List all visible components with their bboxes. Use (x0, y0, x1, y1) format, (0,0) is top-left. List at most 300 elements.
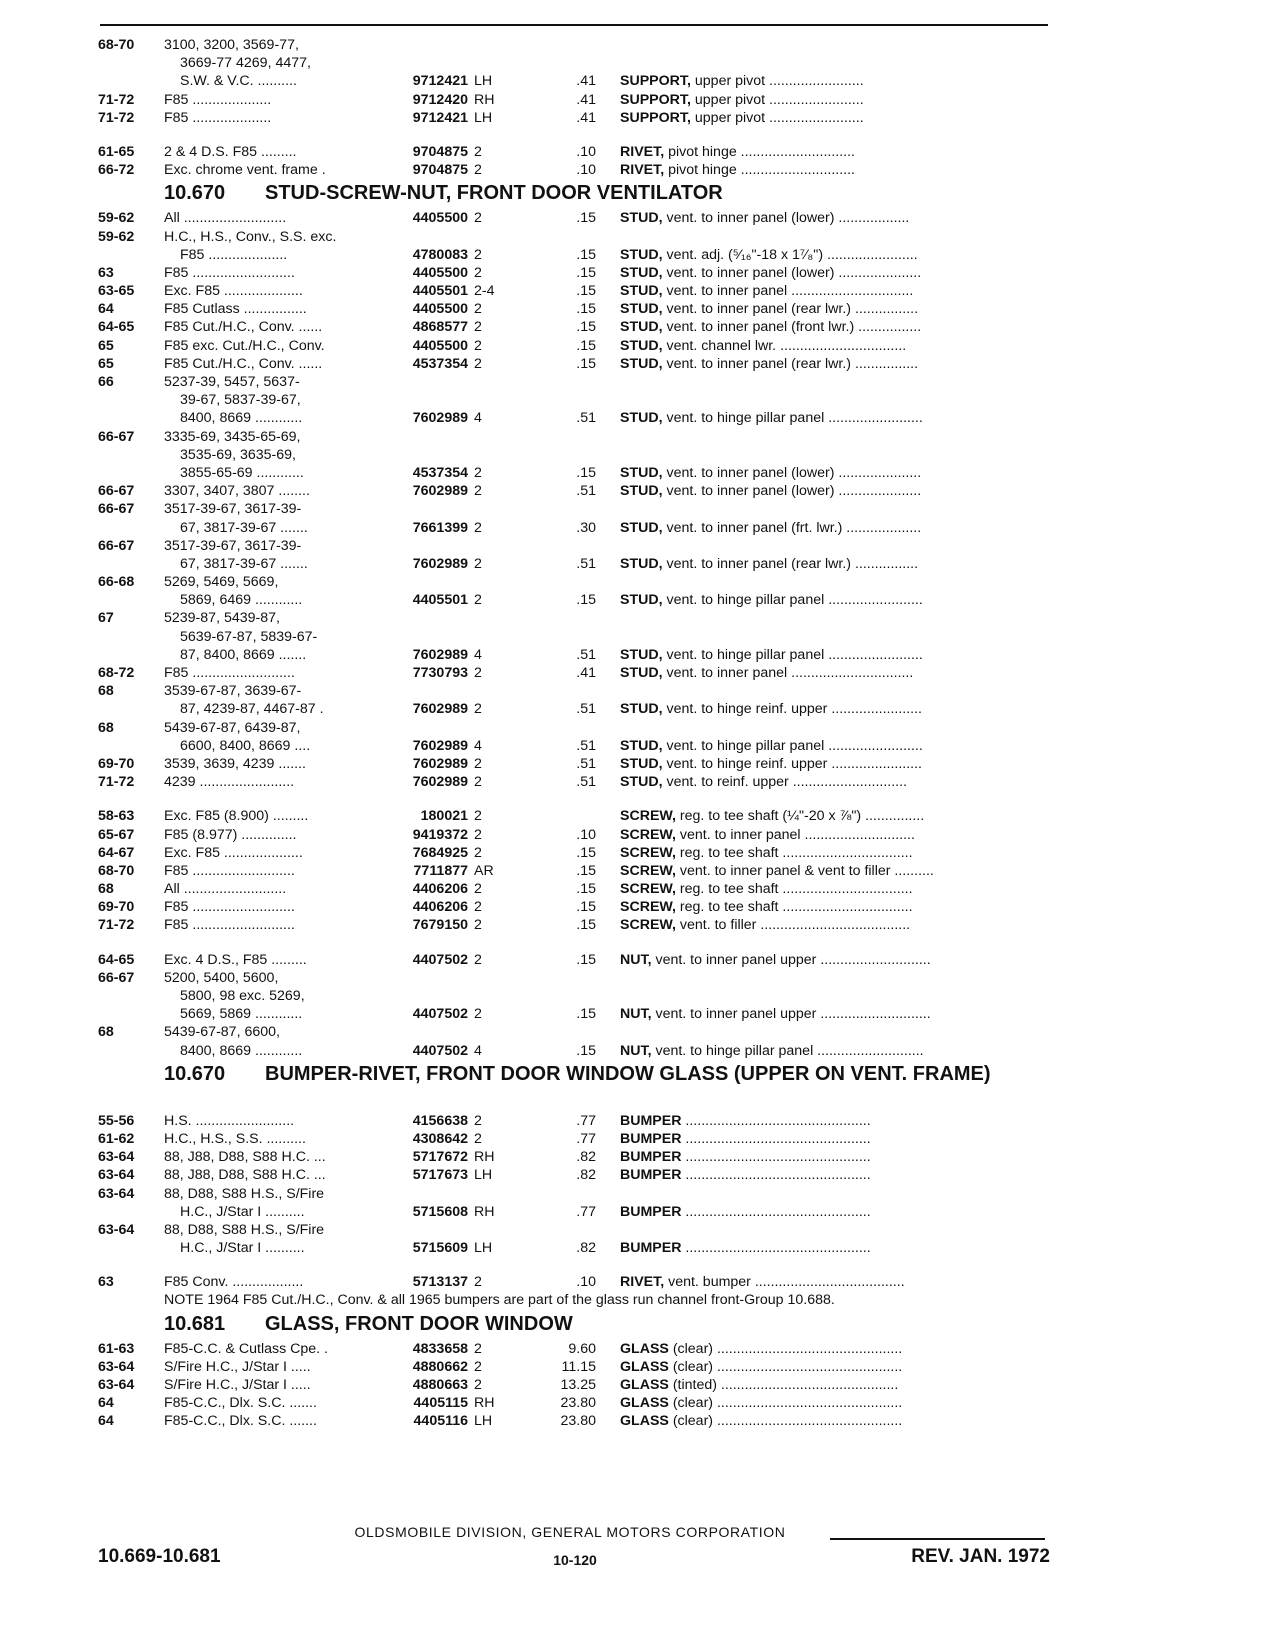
parts-row (0, 1112, 1272, 1130)
parts-row (0, 807, 1272, 825)
part-name: BUMPER (620, 1149, 682, 1166)
part-description (620, 1412, 1052, 1430)
parts-row (0, 464, 1272, 482)
parts-row (0, 555, 1272, 573)
part-name: STUD, (620, 701, 663, 718)
part-number: 4405501 (412, 592, 468, 609)
list-price: .15 (576, 592, 596, 609)
quantity: 2 (474, 1340, 482, 1357)
parts-row (0, 1130, 1272, 1148)
model-year: 61-62 (98, 1130, 135, 1147)
part-detail: reg. to tee shaft ................................. (675, 881, 913, 898)
part-description (620, 755, 1052, 773)
model-application: 39-67, 5837-39-67, (180, 392, 301, 409)
quantity: 2 (474, 899, 482, 916)
quantity: 2 (474, 844, 482, 861)
list-price: .51 (576, 483, 596, 500)
part-description (620, 555, 1052, 573)
parts-row (0, 428, 1272, 446)
part-name: SUPPORT, (620, 91, 691, 108)
part-description (620, 91, 1052, 109)
quantity: 2 (474, 917, 482, 934)
part-description (620, 264, 1052, 282)
section-title: STUD-SCREW-NUT, FRONT DOOR VENTILATOR (265, 182, 723, 205)
model-application: 5269, 5469, 5669, (164, 574, 279, 591)
revision-date: REV. JAN. 1972 (911, 1546, 1050, 1567)
parts-row (0, 161, 1272, 179)
list-price: .51 (576, 701, 596, 718)
parts-row (0, 987, 1272, 1005)
model-application: 87, 4239-87, 4467-87 . (180, 701, 324, 718)
list-price: .15 (576, 301, 596, 318)
model-application: F85 exc. Cut./H.C., Conv. (164, 337, 325, 354)
parts-row (0, 337, 1272, 355)
model-year: 66-72 (98, 162, 135, 179)
list-price: .15 (576, 951, 596, 968)
parts-row (0, 844, 1272, 862)
part-number: 4405500 (412, 337, 468, 354)
part-name: STUD, (620, 483, 663, 500)
part-detail: vent. to hinge pillar panel ........................ (662, 410, 923, 427)
model-year: 66-68 (98, 574, 135, 591)
section-number: 10.670 (164, 1062, 226, 1085)
part-description (620, 282, 1052, 300)
quantity: 2 (474, 319, 482, 336)
model-application: F85 .................... (164, 109, 272, 126)
quantity: 2 (474, 755, 482, 772)
list-price: .10 (576, 162, 596, 179)
part-number: 5717673 (412, 1167, 468, 1184)
model-application: 5639-67-87, 5839-67- (180, 628, 318, 645)
list-price: .15 (576, 264, 596, 281)
model-application: F85 .................... (180, 246, 288, 263)
parts-row (0, 1376, 1272, 1394)
model-application: F85 .......................... (164, 862, 295, 879)
part-name: STUD, (620, 355, 663, 372)
model-application: 8400, 8669 ............ (180, 410, 303, 427)
part-name: RIVET, (620, 162, 665, 179)
parts-row (0, 951, 1272, 969)
parts-row (0, 264, 1272, 282)
part-number: 4833658 (412, 1340, 468, 1357)
quantity: 2 (474, 483, 482, 500)
part-number: 9712420 (412, 91, 468, 108)
model-year: 64-67 (98, 844, 135, 861)
list-price: .77 (576, 1203, 596, 1220)
parts-row (0, 969, 1272, 987)
parts-row (0, 1358, 1272, 1376)
part-number: 9704875 (412, 162, 468, 179)
model-year: 55-56 (98, 1112, 135, 1129)
parts-row (0, 916, 1272, 934)
model-year: 63-64 (98, 1167, 135, 1184)
part-description (620, 1005, 1052, 1023)
part-detail: upper pivot ........................ (690, 109, 864, 126)
part-number: 4880662 (412, 1358, 468, 1375)
model-application: 3100, 3200, 3569-77, (164, 37, 299, 53)
list-price: .15 (576, 464, 596, 481)
parts-row (0, 318, 1272, 336)
quantity: 2 (474, 951, 482, 968)
model-application: 3535-69, 3635-69, (180, 446, 296, 463)
part-name: GLASS (620, 1358, 669, 1375)
part-number: 7602989 (412, 410, 468, 427)
quantity: 2 (474, 1274, 482, 1291)
part-detail: vent. to inner panel & vent to filler .......... (675, 862, 934, 879)
model-application: 88, D88, S88 H.S., S/Fire (164, 1185, 325, 1202)
parts-row (0, 91, 1272, 109)
part-detail: vent. to hinge pillar panel ........................ (662, 592, 923, 609)
model-year: 63 (98, 264, 114, 281)
parts-row (0, 300, 1272, 318)
part-description (620, 773, 1052, 791)
part-name: SCREW, (620, 899, 676, 916)
part-name: GLASS (620, 1395, 669, 1412)
part-description (620, 591, 1052, 609)
parts-row (0, 72, 1272, 90)
parts-row (0, 391, 1272, 409)
quantity: 4 (474, 737, 482, 754)
list-price: .82 (576, 1240, 596, 1257)
model-application: 3539, 3639, 4239 ....... (164, 755, 306, 772)
quantity: LH (474, 1413, 493, 1430)
model-year: 66-67 (98, 483, 135, 500)
model-year: 68 (98, 881, 114, 898)
part-detail: reg. to tee shaft (¼"-20 x ⅞") ............... (675, 808, 925, 825)
section-heading (0, 1063, 1272, 1109)
part-description (620, 844, 1052, 862)
model-application: H.C., H.S., Conv., S.S. exc. (164, 228, 337, 245)
section-title: GLASS, FRONT DOOR WINDOW (265, 1312, 573, 1335)
part-number: 9712421 (412, 73, 468, 90)
part-detail: vent. bumper ...................................... (664, 1274, 905, 1291)
model-application: 6600, 8400, 8669 .... (180, 737, 311, 754)
list-price: 13.25 (560, 1377, 596, 1393)
list-price: .15 (576, 283, 596, 300)
model-year: 66 (98, 374, 114, 390)
part-name: NUT, (620, 1006, 652, 1023)
list-price: .10 (576, 143, 596, 160)
quantity: 2 (474, 464, 482, 481)
part-number: 4405116 (413, 1413, 468, 1430)
model-application: H.C., H.S., S.S. .......... (164, 1130, 306, 1147)
part-description (620, 1042, 1052, 1060)
part-description (620, 1148, 1052, 1166)
part-name: STUD, (620, 283, 663, 300)
parts-row (0, 1340, 1272, 1358)
part-name: STUD, (620, 774, 663, 791)
part-number: 4405501 (412, 283, 468, 300)
list-price: .51 (576, 737, 596, 754)
part-number: 7602989 (412, 555, 468, 572)
quantity: AR (474, 862, 494, 879)
model-year: 69-70 (98, 899, 135, 916)
parts-row (0, 409, 1272, 427)
model-application: 5237-39, 5457, 5637- (164, 374, 300, 390)
quantity: 2 (474, 301, 482, 318)
quantity: 2 (474, 1006, 482, 1023)
part-detail: vent. to hinge pillar panel ........................ (662, 646, 923, 663)
part-description (620, 409, 1052, 427)
parts-row (0, 773, 1272, 791)
model-application: F85 Cut./H.C., Conv. ...... (164, 319, 323, 336)
part-name: GLASS (620, 1377, 669, 1393)
list-price: .15 (576, 246, 596, 263)
part-number: 7602989 (412, 483, 468, 500)
part-name: SCREW, (620, 881, 676, 898)
model-application: 3539-67-87, 3639-67- (164, 683, 302, 700)
model-year: 61-65 (98, 143, 135, 160)
part-name: SCREW, (620, 808, 676, 825)
part-detail: (clear) ............................................... (668, 1413, 903, 1430)
part-detail: ............................................... (681, 1130, 871, 1147)
parts-row (0, 482, 1272, 500)
model-application: 5800, 98 exc. 5269, (180, 988, 305, 1004)
part-detail: vent. to inner panel (rear lwr.) ................ (662, 301, 919, 318)
parts-row (0, 719, 1272, 737)
part-description (620, 1358, 1052, 1376)
note-text: NOTE 1964 F85 Cut./H.C., Conv. & all 1965 bumpers are part of the glass run channel front-Group 10.688. (164, 1292, 835, 1309)
quantity: 2 (474, 355, 482, 372)
quantity: 2 (474, 881, 482, 898)
quantity: 2 (474, 162, 482, 179)
list-price: 23.80 (560, 1395, 596, 1412)
model-application: 3517-39-67, 3617-39- (164, 501, 302, 518)
part-number: 4780083 (412, 246, 468, 263)
model-application: H.C., J/Star I .......... (180, 1240, 305, 1257)
part-name: RIVET, (620, 1274, 665, 1291)
parts-row (0, 373, 1272, 391)
part-name: NUT, (620, 1042, 652, 1059)
parts-row (0, 1005, 1272, 1023)
model-year: 71-72 (98, 109, 135, 126)
parts-row (0, 1221, 1272, 1239)
part-description (620, 1273, 1052, 1291)
model-year: 65 (98, 337, 114, 354)
quantity: 2 (474, 555, 482, 572)
list-price: .41 (576, 665, 596, 681)
quantity: LH (474, 109, 493, 126)
model-application: 8400, 8669 ............ (180, 1042, 303, 1059)
parts-row (0, 880, 1272, 898)
model-application: F85 Conv. .................. (164, 1274, 304, 1291)
quantity: 2 (474, 143, 482, 160)
list-price: .41 (576, 73, 596, 90)
quantity: RH (474, 91, 495, 108)
list-price: .77 (576, 1130, 596, 1147)
parts-row (0, 246, 1272, 264)
model-application: Exc. F85 .................... (164, 844, 303, 861)
part-number: 7602989 (412, 755, 468, 772)
part-number: 7602989 (412, 646, 468, 663)
model-application: 5869, 6469 ............ (180, 592, 303, 609)
model-year: 69-70 (98, 755, 135, 772)
model-year: 58-63 (98, 808, 135, 825)
quantity: 2-4 (474, 283, 495, 300)
part-detail: vent. to inner panel (frt. lwr.) ................... (662, 519, 922, 536)
part-number: 7661399 (412, 519, 468, 536)
part-description (620, 209, 1052, 227)
model-application: 67, 3817-39-67 ....... (180, 519, 308, 536)
part-name: BUMPER (620, 1240, 682, 1257)
part-description (620, 664, 1052, 682)
list-price: .15 (576, 210, 596, 227)
part-name: STUD, (620, 264, 663, 281)
quantity: LH (474, 1240, 493, 1257)
part-description (620, 951, 1052, 969)
list-price: .10 (576, 1274, 596, 1291)
part-number: 4407502 (412, 951, 468, 968)
part-number: 4537354 (412, 464, 468, 481)
part-description (620, 143, 1052, 161)
part-name: BUMPER (620, 1167, 682, 1184)
quantity: RH (474, 1395, 495, 1412)
model-application: F85 .................... (164, 91, 272, 108)
quantity: 2 (474, 519, 482, 536)
parts-row (0, 282, 1272, 300)
parts-row (0, 862, 1272, 880)
part-description (620, 737, 1052, 755)
part-number: 7602989 (412, 737, 468, 754)
list-price: .15 (576, 862, 596, 879)
part-number: 5715609 (412, 1240, 468, 1257)
model-application: 87, 8400, 8669 ....... (180, 646, 307, 663)
model-year: 66-67 (98, 537, 135, 554)
part-detail: ............................................... (681, 1240, 871, 1257)
model-application: Exc. 4 D.S., F85 ......... (164, 951, 307, 968)
parts-row (0, 1273, 1272, 1291)
part-detail: (clear) ............................................... (668, 1340, 903, 1357)
model-application: Exc. F85 .................... (164, 283, 303, 300)
part-name: RIVET, (620, 143, 665, 160)
model-application: 3335-69, 3435-65-69, (164, 428, 301, 445)
list-price: .10 (576, 826, 596, 843)
list-price: .51 (576, 555, 596, 572)
division-name: OLDSMOBILE DIVISION, GENERAL MOTORS CORPORATION (354, 1524, 786, 1540)
list-price: .51 (576, 755, 596, 772)
parts-row (0, 1394, 1272, 1412)
part-detail: vent. to inner panel (lower) ..................... (662, 264, 922, 281)
section-heading (0, 1313, 1272, 1337)
list-price: .51 (576, 646, 596, 663)
quantity: 2 (474, 337, 482, 354)
quantity: 2 (474, 826, 482, 843)
parts-row (0, 1166, 1272, 1184)
part-number: 9419372 (412, 826, 468, 843)
part-detail: vent. to hinge pillar panel ........................ (662, 737, 923, 754)
list-price: .51 (576, 410, 596, 427)
part-name: STUD, (620, 301, 663, 318)
model-application: 88, J88, D88, S88 H.C. ... (164, 1149, 326, 1166)
list-price: .15 (576, 917, 596, 934)
part-detail: reg. to tee shaft ................................. (675, 899, 913, 916)
quantity: LH (474, 73, 493, 90)
model-application: 3307, 3407, 3807 ........ (164, 483, 310, 500)
parts-row (0, 1239, 1272, 1257)
part-description (620, 826, 1052, 844)
part-name: GLASS (620, 1340, 669, 1357)
part-description (620, 916, 1052, 934)
parts-row (0, 143, 1272, 161)
part-number: 4406206 (412, 881, 468, 898)
model-application: 88, D88, S88 H.S., S/Fire (164, 1221, 325, 1238)
list-price: .15 (576, 1042, 596, 1059)
part-description (620, 355, 1052, 373)
part-name: STUD, (620, 246, 663, 263)
section-heading (0, 182, 1272, 206)
part-detail: (clear) ............................................... (668, 1395, 903, 1412)
quantity: LH (474, 1167, 493, 1184)
model-year: 68 (98, 1024, 114, 1041)
quantity: 2 (474, 665, 482, 681)
model-application: F85-C.C., Dlx. S.C. ....... (164, 1395, 317, 1412)
parts-row (0, 737, 1272, 755)
part-description (620, 161, 1052, 179)
part-number: 7730793 (412, 665, 468, 681)
part-number: 5717672 (412, 1149, 468, 1166)
parts-row (0, 1042, 1272, 1060)
model-year: 66-67 (98, 501, 135, 518)
list-price: .41 (576, 91, 596, 108)
model-year: 71-72 (98, 917, 135, 934)
part-name: STUD, (620, 555, 663, 572)
part-detail: vent. to inner panel upper ............................ (651, 951, 931, 968)
part-description (620, 246, 1052, 264)
quantity: 4 (474, 646, 482, 663)
list-price: .51 (576, 774, 596, 791)
parts-row (0, 109, 1272, 127)
part-number: 4880663 (412, 1377, 468, 1393)
model-application: 4239 ........................ (164, 774, 295, 791)
parts-row (0, 609, 1272, 627)
model-application: Exc. chrome vent. frame . (164, 162, 326, 179)
page-number: 10-120 (553, 1552, 597, 1568)
model-year: 64 (98, 1413, 114, 1430)
model-application: 88, J88, D88, S88 H.C. ... (164, 1167, 326, 1184)
quantity: RH (474, 1149, 495, 1166)
model-year: 68 (98, 683, 114, 700)
part-detail: vent. to inner panel (rear lwr.) ................ (662, 355, 919, 372)
quantity: 2 (474, 701, 482, 718)
model-year: 67 (98, 610, 114, 627)
part-description (620, 1166, 1052, 1184)
parts-row (0, 519, 1272, 537)
quantity: 2 (474, 1112, 482, 1129)
part-name: SUPPORT, (620, 109, 691, 126)
part-description (620, 1340, 1052, 1358)
model-year: 59-62 (98, 228, 135, 245)
model-application: All .......................... (164, 210, 287, 227)
parts-row (0, 1203, 1272, 1221)
model-year: 68-72 (98, 665, 135, 681)
parts-row (0, 355, 1272, 373)
model-application: F85-C.C. & Cutlass Cpe. . (164, 1340, 328, 1357)
parts-row (0, 209, 1272, 227)
part-description (620, 807, 1052, 825)
list-price: 9.60 (568, 1340, 596, 1357)
part-name: STUD, (620, 337, 663, 354)
model-year: 63-64 (98, 1185, 135, 1202)
part-description (620, 109, 1052, 127)
section-number: 10.670 (164, 182, 226, 205)
section-title: BUMPER-RIVET, FRONT DOOR WINDOW GLASS (UPPER ON VENT. FRAME) (265, 1062, 991, 1085)
part-description (620, 72, 1052, 90)
part-description (620, 519, 1052, 537)
parts-row (0, 646, 1272, 664)
parts-row (0, 1148, 1272, 1166)
parts-row (0, 500, 1272, 518)
parts-row (0, 898, 1272, 916)
